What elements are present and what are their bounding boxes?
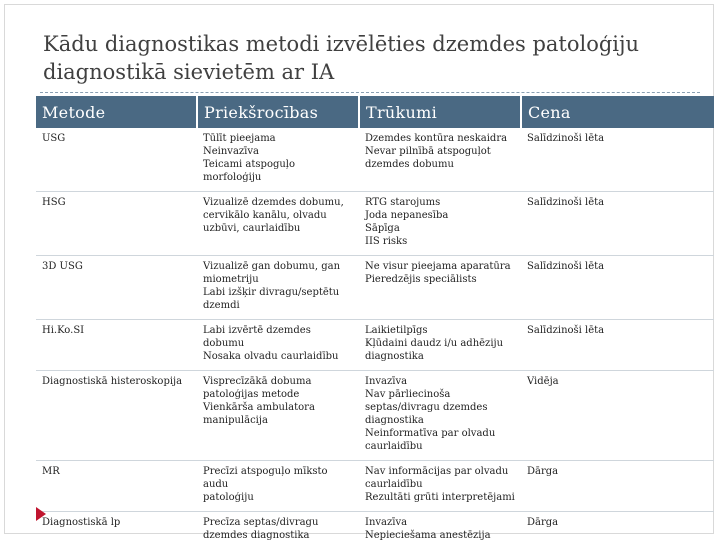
cell-cena: Dārga (521, 512, 714, 549)
cell-metode: 3D USG (36, 256, 197, 320)
cell-line: Laikietilpīgs (365, 324, 515, 337)
cell-line: RTG starojums (365, 196, 515, 209)
cell-line: Vizualizē dzemdes dobumu, (203, 196, 353, 209)
cell-line: Neinformatīva par olvadu (365, 427, 515, 440)
cell-line: miometriju (203, 273, 353, 286)
title-divider (40, 92, 700, 93)
cell-prieksrocibas (197, 128, 359, 192)
cell-cena: Salīdzinoši lēta (521, 192, 714, 256)
cell-line: uzbūvi, caurlaidību (203, 222, 353, 235)
cell-line: septas/divragu dzemdes (365, 401, 515, 414)
cell-line: Vizualizē gan dobumu, gan (203, 260, 353, 273)
cell-cena: Dārga (521, 461, 714, 512)
cell-prieksrocibas (197, 461, 359, 512)
cell-line: Joda nepanesība (365, 209, 515, 222)
cell-line: patoloģiju (203, 491, 353, 504)
cell-line: Neinvazīva (203, 145, 353, 158)
cell-trukumi (359, 461, 521, 512)
header-trukumi: Trūkumi (359, 96, 521, 128)
cell-metode: Diagnostiskā histeroskopija (36, 371, 197, 461)
corner-triangle-icon (36, 507, 46, 521)
cell-cena: Salīdzinoši lēta (521, 128, 714, 192)
cell-line: Visprecīzākā dobuma (203, 375, 353, 388)
cell-trukumi (359, 256, 521, 320)
header-prieksrocibas: Priekšrocības (197, 96, 359, 128)
cell-line: Precīza septas/divragu (203, 516, 353, 529)
cell-prieksrocibas (197, 320, 359, 371)
cell-metode: HSG (36, 192, 197, 256)
cell-trukumi (359, 320, 521, 371)
table-row (36, 128, 714, 192)
cell-line: Nav informācijas par olvadu (365, 465, 515, 478)
cell-line: Sāpīga (365, 222, 515, 235)
cell-metode: USG (36, 128, 197, 192)
cell-line: Pieredzējis speciālists (365, 273, 515, 286)
cell-line: Precīzi atspoguļo mīksto audu (203, 465, 353, 491)
cell-metode: Hi.Ko.SI (36, 320, 197, 371)
header-cena: Cena (521, 96, 714, 128)
cell-prieksrocibas (197, 256, 359, 320)
cell-line: Vienkārša ambulatora (203, 401, 353, 414)
methods-table (36, 96, 714, 549)
cell-line: Rezultāti grūti interpretējami (365, 491, 515, 504)
cell-line: caurlaidību (365, 440, 515, 453)
cell-line: Teicami atspoguļo morfoloģiju (203, 158, 353, 184)
table-header-row (36, 96, 714, 128)
cell-line: diagnostika (365, 414, 515, 427)
cell-metode: MR (36, 461, 197, 512)
table-row (36, 192, 714, 256)
cell-line: manipulācija (203, 414, 353, 427)
cell-line: Nav pārliecinoša (365, 388, 515, 401)
cell-line: Tūlīt pieejama (203, 132, 353, 145)
cell-trukumi (359, 192, 521, 256)
cell-line: Dzemdes kontūra neskaidra (365, 132, 515, 145)
cell-line: Nosaka olvadu caurlaidību (203, 350, 353, 363)
table-body (36, 128, 714, 549)
cell-prieksrocibas (197, 512, 359, 549)
cell-cena: Salīdzinoši lēta (521, 320, 714, 371)
cell-line: dzemdes diagnostika (203, 529, 353, 542)
cell-line: diagnostika (365, 350, 515, 363)
cell-line: Nevar pilnībā atspoguļot (365, 145, 515, 158)
cell-line: Labi izšķir divragu/septētu (203, 286, 353, 299)
table-row (36, 256, 714, 320)
slide-title-line-2: diagnostikā sievietēm ar IA (43, 58, 683, 86)
cell-line: IIS risks (365, 235, 515, 248)
cell-trukumi (359, 512, 521, 549)
cell-line: patoloģijas metode (203, 388, 353, 401)
slide-title-line-1: Kādu diagnostikas metodi izvēlēties dzemdes patoloģiju (43, 30, 683, 58)
cell-prieksrocibas (197, 192, 359, 256)
table-row (36, 461, 714, 512)
cell-line: Invazīva (365, 516, 515, 529)
cell-line: cervikālo kanālu, olvadu (203, 209, 353, 222)
cell-line: Ne visur pieejama aparatūra (365, 260, 515, 273)
table-row (36, 320, 714, 371)
cell-line: Nepieciešama anestēzija (365, 529, 515, 542)
cell-cena: Vidēja (521, 371, 714, 461)
header-metode: Metode (36, 96, 197, 128)
cell-line: dzemdi (203, 299, 353, 312)
table-row (36, 512, 714, 549)
cell-cena: Salīdzinoši lēta (521, 256, 714, 320)
cell-line: caurlaidību (365, 478, 515, 491)
cell-line: Invazīva (365, 375, 515, 388)
cell-metode: Diagnostiskā lp (36, 512, 197, 549)
cell-trukumi (359, 371, 521, 461)
cell-prieksrocibas (197, 371, 359, 461)
slide-title (43, 30, 683, 86)
cell-line: Kļūdaini daudz i/u adhēziju (365, 337, 515, 350)
table-row (36, 371, 714, 461)
cell-line: Labi izvērtē dzemdes dobumu (203, 324, 353, 350)
cell-trukumi (359, 128, 521, 192)
cell-line: dzemdes dobumu (365, 158, 515, 171)
